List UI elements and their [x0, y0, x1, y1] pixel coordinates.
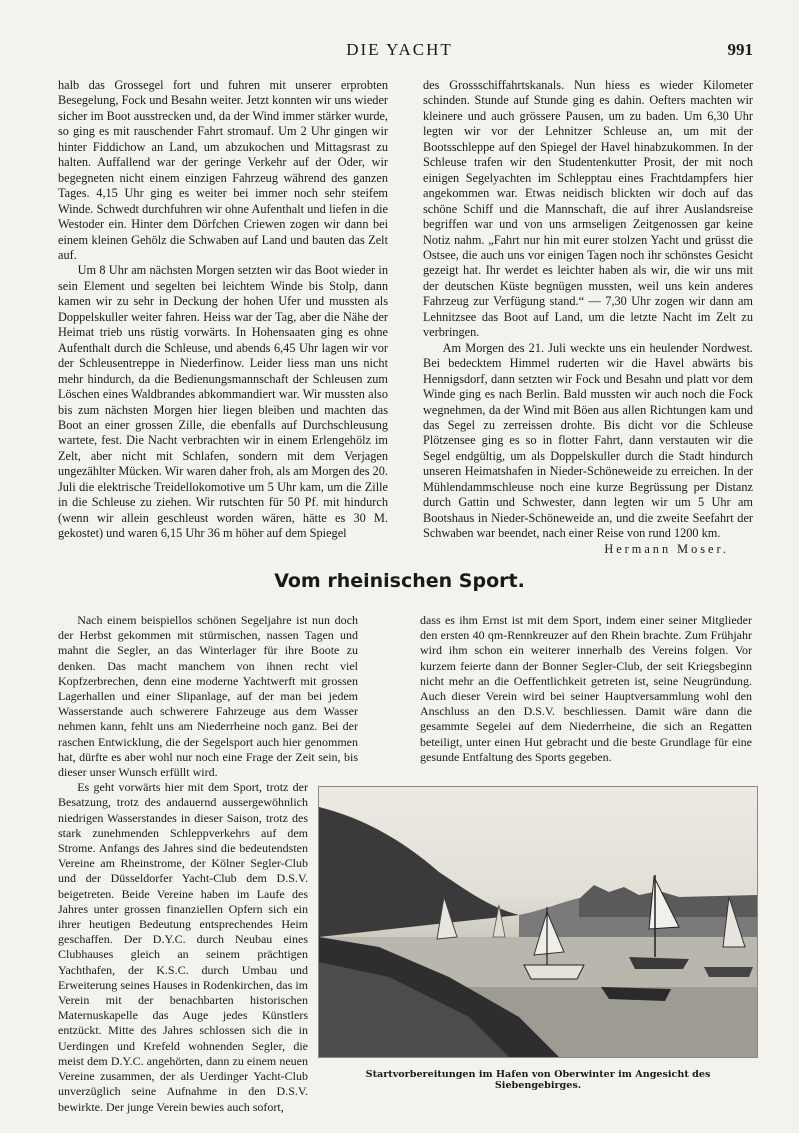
- article-column-top-left: [58, 78, 388, 542]
- paragraph: halb das Grossegel fort und fuhren mit unserer erprobten Besegelung, Fock und Besahn weiter. Jetzt konnten wir uns wieder sicher im Boot ausstrecken und, da der Wind immer stärker wurde, so ging es mit rauschender Fahrt stromauf. Um 2 Uhr gingen wir hinter Fiddichow an Land, um abzukochen und Mittagsrast zu halten. Auffallend war der geringe Verkehr auf der Oder, wir begegneten nicht einem einzigen Fahrzeug während des ganzen Tages. 4,15 Uhr ging es weiter bei immer noch sehr steifem Winde. Schwedt durchfuhren wir ohne Aufenthalt und liefen in die Westoder ein. Hinter dem Dörfchen Criewen zogen wir dann bei einem kleinen Gehölz die Schwaben auf Land und bauten das Zelt auf.: [58, 78, 388, 262]
- page-number: 991: [727, 40, 753, 59]
- running-header: DIE YACHT: [346, 40, 453, 59]
- author-signature: Hermann Moser.: [604, 541, 729, 556]
- harbor-photo: [318, 786, 758, 1058]
- paragraph: Nach einem beispiellos schönen Segeljahre ist nun doch der Herbst gekommen mit stürmischen, nassen Tagen und mahnt die Segler, an das Winterlager für ihre Boote zu denken. Das macht manchem von ihnen recht viel Kopfzerbrechen, denn eine moderne Yachtwerft mit grossen Lagerhallen und einer Slipanlage, auf der man bei jedem Wasserstande auch schwerere Fahrzeuge aus dem Wasser nehmen kann, fehlt uns am Niederrheine noch ganz. Bei der raschen Entwicklung, die der Segelsport auch hier genommen hat, dürfte es aber wohl nur noch eine Frage der Zeit sein, bis dieser unser Wunsch erfüllt wird.: [58, 613, 358, 780]
- paragraph: dass es ihm Ernst ist mit dem Sport, indem einer seiner Mitglieder den ersten 40 qm-Rennkreuzer auf den Rhein brachte. Zum Frühjahr wird ihm schon ein weiterer innerhalb des Vereins folgen. Vor kurzem feierte dann der Bonner Segler-Club, der seit Kriegsbeginn nicht mehr an die Oeffentlichkeit getreten ist, seine Neugründung. Auch dieser Verein wird bei seiner Hauptversammlung wohl den Anschluss an den D.S.V. beschliessen. Damit wäre dann die gesammte Segelei auf dem Niederrheine, die sich an Regatten beteiligt, unter einen Hut gebracht und die beste Grundlage für eine gesunde Entfaltung des Sports gegeben.: [420, 613, 752, 764]
- paragraph: Es geht vorwärts hier mit dem Sport, trotz der Besatzung, trotz des andauernd aussergewöhnlich niedrigen Wasserstandes in dieser Saison, trotz des stark zunehmenden Schleppverkehrs auf dem Strome. Anfangs des Jahres sind die bedeutendsten Vereine am Rheinstrome, der Kölner Segler-Club und der Düsseldorfer Yacht-Club dem D.S.V. beigetreten. Beide Vereine haben im Laufe des Jahres unter grossen finanziellen Opfern sich ein ihrer heutigen Bedeutung entsprechendes Heim geschaffen. Der D.Y.C. durch Neubau eines Clubhauses gleich an seinem prächtigen Yachthafen, der K.S.C. durch Umbau und Erweiterung seines Hauses in Rodenkirchen, das im Verein mit der benachbarten historischen Maternuskapelle das Auge jedes Künstlers entzückt. Mitte des Jahres schlossen sich die in Uerdingen und Krefeld wohnenden Segler, die meist dem D.Y.C. angehörten, dann zu einem neuen Vereine zusammen, der als Uerdinger Yacht-Club unverzüglich seine Aufnahme in den D.S.V. bewirkte. Der junge Verein bewies auch sofort,: [58, 780, 308, 1114]
- article-column-top-right: [423, 78, 753, 557]
- photo-caption: Startvorbereitungen im Hafen von Oberwinter im Angesicht des Siebengebirges.: [365, 1069, 711, 1091]
- paragraph: Am Morgen des 21. Juli weckte uns ein heulender Nordwest. Bei bedecktem Himmel ruderten wir die Havel abwärts bis Hennigsdorf, dann setzten wir Fock und Besahn und platt vor dem Winde ging es nach Berlin. Bald mussten wir auch noch die Fock wegnehmen, da der Wind mit Böen aus allen Richtungen kam und das Segel zu zerreissen drohte. Bis dicht vor die Schleuse Plötzensee ging es so in flotter Fahrt, dann verstauten wir die Segel endgültig, um als Doppelskuller durch die Stadt hindurch unseren Heimatshafen in Nieder-Schöneweide zu erreichen. In der Mühlendammschleuse noch eine kurze Begrüssung per Distanz durch Gattin und Schwester, dann legten wir um 5 Uhr am Bootshaus in Nieder-Schöneweide an, und die zweite Seefahrt der Schwaben war beendet, nach einer Reise von rund 1200 km.: [423, 340, 753, 541]
- article-column-bottom-left: [58, 613, 358, 1115]
- paragraph: des Grossschiffahrtskanals. Nun hiess es wieder Kilometer schinden. Stunde auf Stunde ging es dahin. Oefters machten wir kleinere und auch grössere Pausen, um zu baden. Um 6,30 Uhr legten wir vor der Lehnitzer Schleuse an, um mit der Bootsschleppe auf den Spiegel der Havel hinabzukommen. In der Schleuse trafen wir den Studentenkutter Prosit, der mit noch einigen Segelyachten im Schlepptau eines Frachtdampfers hier angekommen war. Etwas neidisch blickten wir doch auf das schöne Schiff und die Mannschaft, die auf ihrer Auslandsreise begriffen war und von uns armseligen Zeitgenossen gar keine Notiz nahm. „Fahrt nur hin mit eurer stolzen Yacht und grüsst die Ostsee, die auch uns vor einigen Tagen noch ihr schönstes Gesicht gezeigt hat. Ihr werdet es leichter haben als wir, die wir uns mit der deutschen Küste begnügen mussten, weil uns kein anderes Fahrzeug zur Verfügung stand.“ — 7,30 Uhr zogen wir dann am Lehnitzsee das Boot auf Land, um die letzte Nacht im Zelt zu verbringen.: [423, 78, 753, 340]
- paragraph: Um 8 Uhr am nächsten Morgen setzten wir das Boot wieder in sein Element und segelten bei leichtem Winde bis Stolp, dann kamen wir zu sehr in Deckung der hohen Ufer und mussten als Doppelskuller weiter fahren. Heiss war der Tag, aber die Nähe der Heimat trieb uns rüstig vorwärts. In Hohensaaten ging es ohne Aufenthalt durch die Schleuse, und abends 6,45 Uhr lagen wir vor der Schleusentreppe in Niederfinow. Leider liess man uns nicht mehr hindurch, da die Bedienungsmannschaft der Schleusen zum Löschen eines Waldbrandes abkommandiert war. Wir mussten also bis zum nächsten Morgen hier liegen bleiben und machten das Boot an einer grossen Zille, die ebenfalls auf Durchschleusung wartete, fest. Die Nacht verbrachten wir in einem Erlengehölz im Zelt, aber nicht mit Schlafen, sondern mit dem Verjagen ungezählter Mücken. Wir waren daher froh, als am Morgen des 20. Juli die elektrische Treidellokomotive um 5 Uhr kam, um die Zille in die Schleuse zu ziehen. Wir rutschten für 50 Pf. mit hindurch (wenn wir allein geschleust worden wären, hätte es 30 M. gekostet) und waren 6,15 Uhr 36 m höher auf dem Spiegel: [58, 263, 388, 541]
- section-heading: Vom rheinischen Sport.: [274, 570, 525, 592]
- article-column-bottom-right: [420, 613, 752, 765]
